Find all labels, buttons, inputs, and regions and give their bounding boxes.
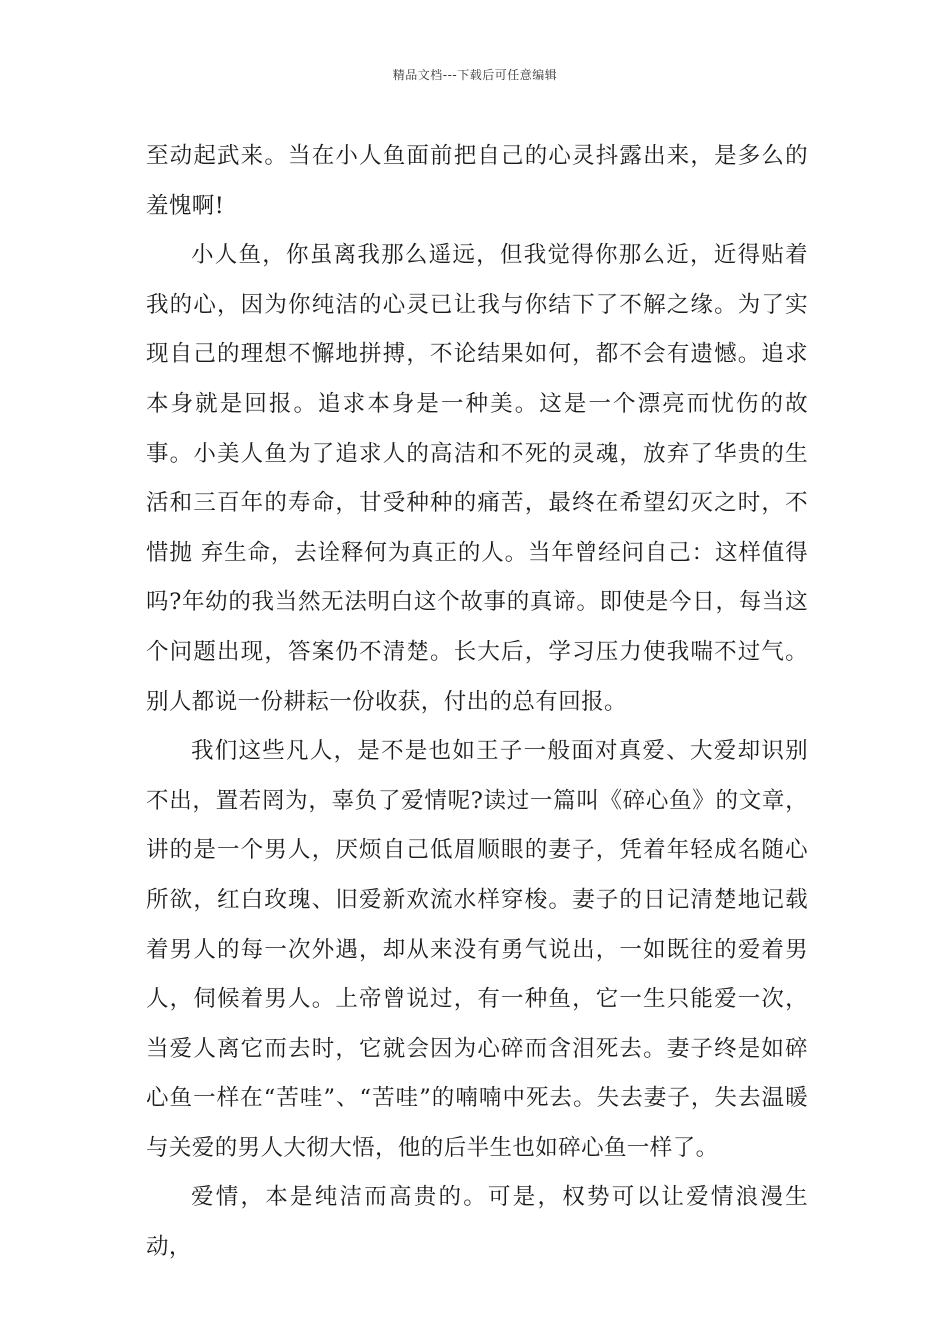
page-header: 精品文档---下载后可任意编辑 — [392, 68, 558, 82]
document-body — [146, 132, 808, 1273]
paragraph-1: 至动起武来。当在小人鱼面前把自己的心灵抖露出来，是多么的羞愧啊! — [146, 143, 808, 219]
paragraph-3: 我们这些凡人，是不是也如王子一般面对真爱、大爱却识别不出，置若罔为，辜负了爱情呢?读过一篇叫《碎心鱼》的文章，讲的是一个男人，厌烦自己低眉顺眼的妻子，凭着年轻成名随心所欲，红白玫瑰、旧爱新欢流水样穿梭。妻子的日记清楚地记载着男人的每一次外遇，却从来没有勇气说出，一如既往的爱着男人，伺候着男人。上帝曾说过，有一种鱼，它一生只能爱一次，当爱人离它而去时，它就会因为心碎而含泪死去。妻子终是如碎心鱼一样在“苦哇”、“苦哇”的喃喃中死去。失去妻子，失去温暖与关爱的男人大彻大悟，他的后半生也如碎心鱼一样了。 — [146, 738, 808, 1161]
paragraph-4: 爱情，本是纯洁而高贵的。可是，权势可以让爱情浪漫生动， — [146, 1184, 808, 1261]
paragraph-2: 小人鱼，你虽离我那么遥远，但我觉得你那么近，近得贴着我的心，因为你纯洁的心灵已让我与你结下了不解之缘。为了实现自己的理想不懈地拼搏，不论结果如何，都不会有遗憾。追求本身就是回报。追求本身是一种美。这是一个漂亮而忧伤的故事。小美人鱼为了追求人的高洁和不死的灵魂，放弃了华贵的生活和三百年的寿命，甘受种种的痛苦，最终在希望幻灭之时，不惜抛 弃生命，去诠释何为真正的人。当年曾经问自己：这样值得吗?年幼的我当然无法明白这个故事的真谛。即使是今日，每当这个问题出现，答案仍不清楚。长大后，学习压力使我喘不过气。别人都说一份耕耘一份收获，付出的总有回报。 — [146, 242, 808, 715]
